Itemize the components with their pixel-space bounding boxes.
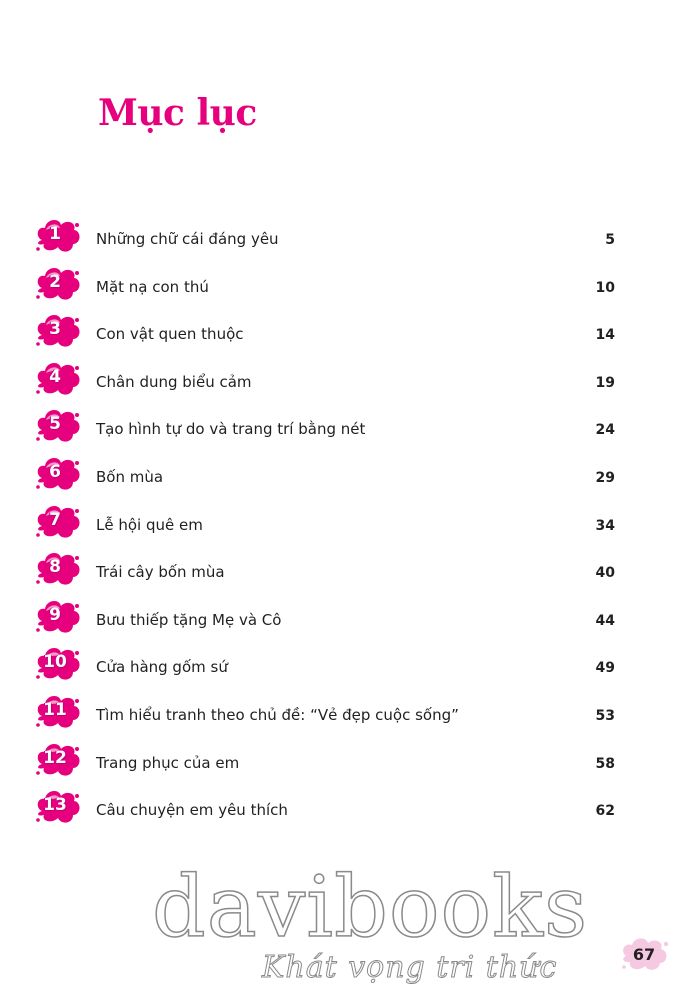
entry-page-number: 29 bbox=[595, 469, 615, 486]
entry-title: Câu chuyện em yêu thích bbox=[96, 801, 288, 820]
entry-page-number: 40 bbox=[595, 565, 615, 582]
entry-title: Lễ hội quê em bbox=[96, 515, 203, 534]
entry-title: Bốn mùa bbox=[96, 467, 164, 486]
entry-number: 10 bbox=[43, 652, 67, 673]
toc-entry bbox=[30, 641, 615, 689]
entry-badge bbox=[32, 549, 80, 587]
entry-badge bbox=[32, 692, 80, 730]
page-number-badge bbox=[618, 934, 670, 974]
toc-entry bbox=[30, 451, 615, 499]
entry-number: 12 bbox=[43, 747, 67, 768]
entry-page-number: 10 bbox=[595, 279, 615, 296]
entry-page-number: 5 bbox=[605, 232, 615, 248]
entry-title: Trái cây bốn mùa bbox=[96, 563, 225, 582]
entry-page-number: 49 bbox=[595, 660, 615, 677]
entry-number: 13 bbox=[43, 795, 67, 816]
toc-entry bbox=[30, 737, 615, 785]
entry-title: Cửa hàng gốm sứ bbox=[96, 658, 228, 677]
entry-title: Mặt nạ con thú bbox=[96, 277, 209, 296]
entry-page-number: 44 bbox=[595, 612, 615, 629]
toc-entry bbox=[30, 308, 615, 356]
toc-entry bbox=[30, 261, 615, 309]
entry-title: Tìm hiểu tranh theo chủ đề: “Vẻ đẹp cuộc sống” bbox=[96, 705, 459, 724]
entry-number: 3 bbox=[49, 319, 61, 340]
entry-number: 11 bbox=[43, 699, 67, 720]
entry-number: 7 bbox=[49, 509, 61, 530]
entry-badge bbox=[32, 644, 80, 682]
toc-entry bbox=[30, 546, 615, 594]
entry-title: Những chữ cái đáng yêu bbox=[96, 230, 279, 248]
watermark-brand: davibooks bbox=[152, 858, 589, 956]
entry-title: Chân dung biểu cảm bbox=[96, 372, 252, 391]
entry-number: 4 bbox=[49, 366, 61, 387]
entry-number: 2 bbox=[49, 271, 61, 292]
table-of-contents bbox=[30, 213, 615, 832]
toc-entry bbox=[30, 594, 615, 642]
toc-entry bbox=[30, 403, 615, 451]
entry-page-number: 58 bbox=[595, 755, 615, 772]
entry-number: 9 bbox=[49, 604, 61, 625]
toc-entry bbox=[30, 213, 615, 261]
entry-page-number: 19 bbox=[595, 374, 615, 391]
entry-title: Bưu thiếp tặng Mẹ và Cô bbox=[96, 610, 282, 629]
entry-badge bbox=[32, 454, 80, 492]
entry-number: 1 bbox=[49, 224, 61, 244]
entry-page-number: 62 bbox=[595, 803, 615, 820]
entry-badge bbox=[32, 311, 80, 349]
toc-entry bbox=[30, 784, 615, 832]
toc-entry bbox=[30, 356, 615, 404]
entry-number: 8 bbox=[49, 557, 61, 578]
page-title: Mục lục bbox=[98, 92, 257, 134]
entry-badge bbox=[32, 359, 80, 397]
entry-badge bbox=[32, 216, 80, 254]
entry-badge bbox=[32, 787, 80, 825]
entry-badge bbox=[32, 406, 80, 444]
watermark-slogan: Khát vọng tri thức bbox=[262, 950, 558, 985]
toc-entry bbox=[30, 689, 615, 737]
entry-page-number: 53 bbox=[595, 707, 615, 724]
entry-number: 6 bbox=[49, 461, 61, 482]
entry-title: Tạo hình tự do và trang trí bằng nét bbox=[96, 420, 366, 439]
entry-title: Trang phục của em bbox=[96, 753, 240, 772]
entry-badge bbox=[32, 597, 80, 635]
entry-badge bbox=[32, 502, 80, 540]
entry-badge bbox=[32, 264, 80, 302]
toc-entry bbox=[30, 499, 615, 547]
entry-number: 5 bbox=[49, 414, 61, 435]
page-number: 67 bbox=[632, 945, 656, 964]
entry-page-number: 14 bbox=[595, 327, 615, 344]
entry-badge bbox=[32, 740, 80, 778]
entry-page-number: 24 bbox=[595, 422, 615, 439]
entry-title: Con vật quen thuộc bbox=[96, 325, 244, 344]
entry-page-number: 34 bbox=[595, 517, 615, 534]
